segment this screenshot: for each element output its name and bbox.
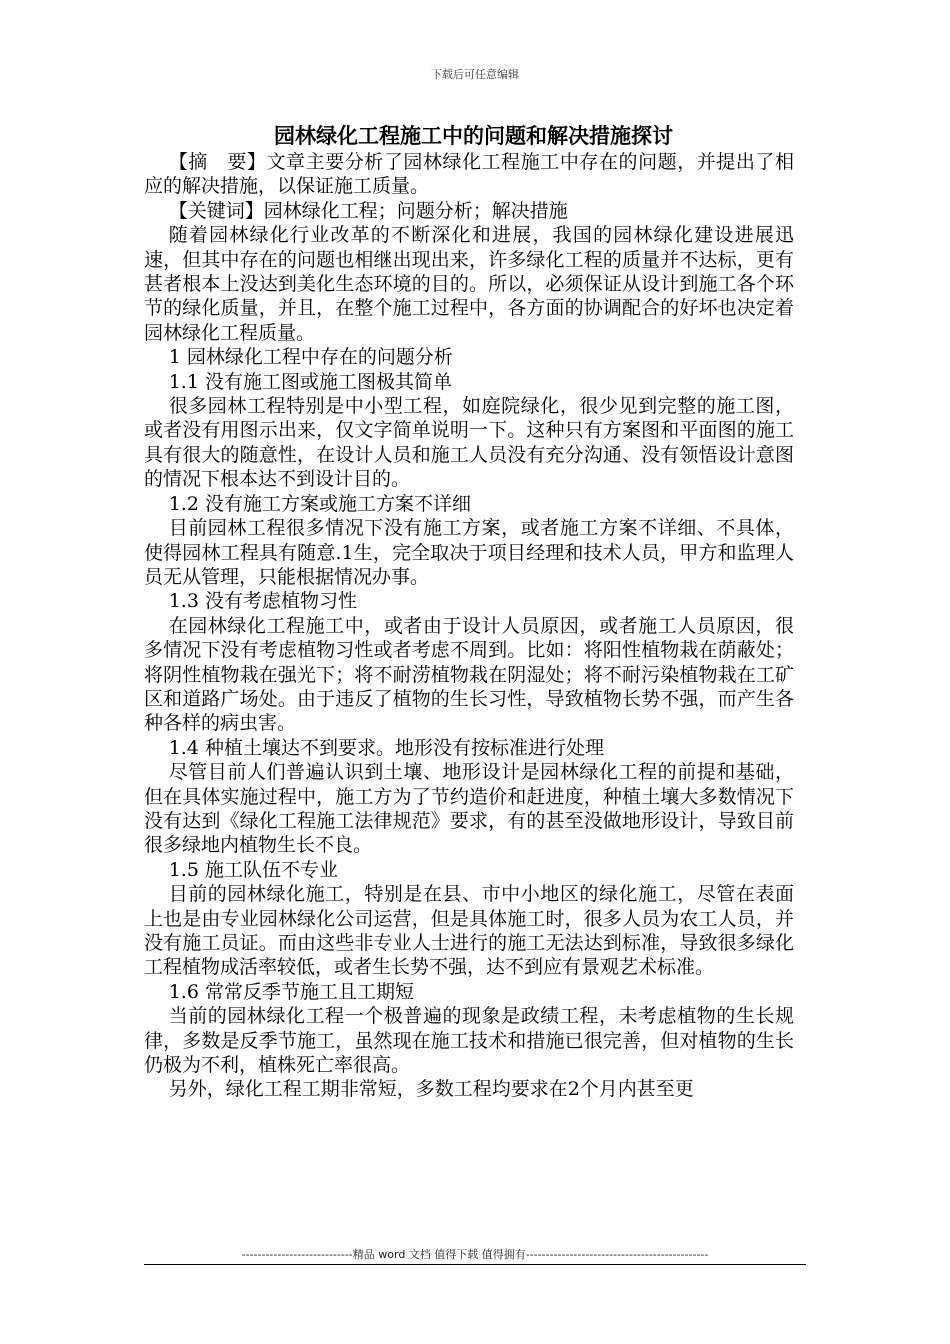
body-paragraph: 目前园林工程很多情况下没有施工方案，或者施工方案不详细、不具体，使得园林工程具有随意.1生，完全取决于项目经理和技术人员，甲方和监理人员无从管理，只能根据情况办事。: [144, 517, 794, 588]
body-paragraph: 很多园林工程特别是中小型工程，如庭院绿化，很少见到完整的施工图，或者没有用图示出来，仅文字简单说明一下。这种只有方案图和平面图的施工具有很大的随意性，在设计人员和施工人员没有充分沟通、没有领悟设计意图的情况下根本达不到设计目的。: [144, 395, 794, 491]
subsection-heading: 1.2 没有施工方案或施工方案不详细: [168, 492, 471, 515]
intro-paragraph: 随着园林绿化行业改革的不断深化和进展，我国的园林绿化建设进展迅速，但其中存在的问题也相继出现出来，许多绿化工程的质量并不达标，更有甚者根本上没达到美化生态环境的目的。所以，必须保证从设计到施工各个环节的绿化质量，并且，在整个施工过程中，各方面的协调配合的好坏也决定着园林绿化工程质量。: [144, 224, 794, 344]
keywords-paragraph: 【关键词】园林绿化工程；问题分析；解决措施: [168, 199, 568, 222]
subsection-heading: 1.6 常常反季节施工且工期短: [168, 980, 414, 1003]
subsection-heading: 1.4 种植土壤达不到要求。地形没有按标准进行处理: [168, 736, 604, 759]
body-paragraph: 当前的园林绿化工程一个极普遍的现象是政绩工程，未考虑植物的生长规律，多数是反季节施工，虽然现在施工技术和措施已很完善，但对植物的生长仍极为不利，植株死亡率很高。: [144, 1005, 794, 1077]
subsection-heading: 1.1 没有施工图或施工图极其简单: [168, 370, 452, 393]
header-note: 下载后可任意编辑: [431, 68, 519, 81]
body-paragraph: 尽管目前人们普遍认识到土壤、地形设计是园林绿化工程的前提和基础，但在具体实施过程中，施工方为了节约造价和赶进度，种植土壤大多数情况下没有达到《绿化工程施工法律规范》要求，有的甚至没做地形设计，导致目前很多绿地内植物生长不良。: [144, 761, 794, 857]
body-paragraph: 在园林绿化工程施工中，或者由于设计人员原因，或者施工人员原因，很多情况下没有考虑植物习性或者考虑不周到。比如：将阳性植物栽在荫蔽处；将阴性植物栽在强光下；将不耐涝植物栽在阴湿处；将不耐污染植物栽在工矿区和道路广场处。由于违反了植物的生长习性，导致植物长势不强，而产生各种各样的病虫害。: [144, 614, 794, 735]
document-title: 园林绿化工程施工中的问题和解决措施探讨: [274, 124, 673, 148]
footer-divider: [144, 1264, 806, 1265]
footer-note: ----------------------------精品 word 文档 值得下载 值得拥有----------------------------------------------: [241, 1248, 709, 1261]
document-body: [144, 150, 794, 1102]
section-heading: 1 园林绿化工程中存在的问题分析: [168, 346, 453, 369]
subsection-heading: 1.5 施工队伍不专业: [168, 858, 338, 881]
subsection-heading: 1.3 没有考虑植物习性: [168, 590, 357, 613]
body-paragraph: 目前的园林绿化施工，特别是在县、市中小地区的绿化施工，尽管在表面上也是由专业园林绿化公司运营，但是具体施工时，很多人员为农工人员，并没有施工员证。而由这些非专业人士进行的施工无法达到标准，导致很多绿化工程植物成活率较低，或者生长势不强，达不到应有景观艺术标准。: [144, 883, 794, 979]
body-paragraph: 另外，绿化工程工期非常短，多数工程均要求在2个月内甚至更: [168, 1078, 694, 1101]
abstract-paragraph: 【摘 要】文章主要分析了园林绿化工程施工中存在的问题，并提出了相应的解决措施，以保证施工质量。: [144, 151, 794, 198]
